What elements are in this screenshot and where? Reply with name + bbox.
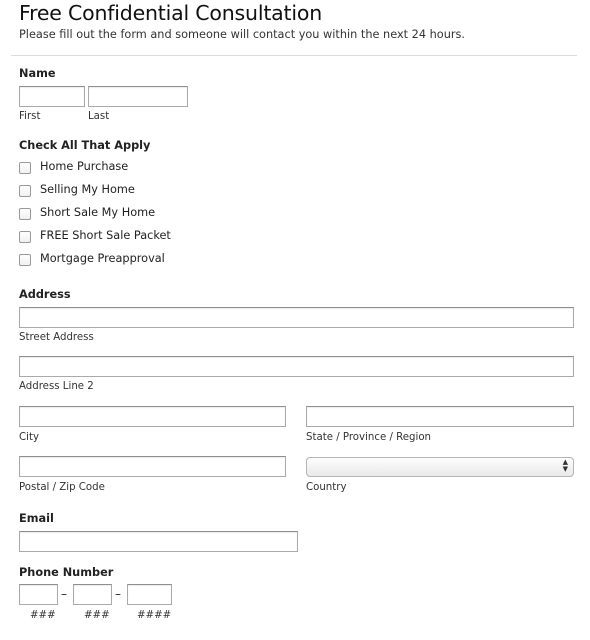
last-name-caption: Last: [88, 111, 110, 122]
city-input[interactable]: [19, 406, 286, 427]
page-title: Free Confidential Consultation: [19, 1, 322, 25]
street-address-input[interactable]: [19, 307, 574, 328]
address-line2-input[interactable]: [19, 356, 574, 377]
phone-area-code-input[interactable]: [19, 584, 58, 605]
name-label: Name: [19, 67, 56, 80]
phone-separator: –: [115, 587, 121, 601]
state-caption: State / Province / Region: [306, 432, 432, 443]
last-name-input[interactable]: [88, 86, 188, 107]
option-label: Selling My Home: [40, 183, 135, 196]
email-input[interactable]: [19, 531, 298, 552]
country-select[interactable]: [306, 457, 574, 477]
state-input[interactable]: [306, 406, 574, 427]
checkbox[interactable]: [19, 208, 31, 220]
option-label: FREE Short Sale Packet: [40, 229, 171, 242]
page-subtitle: Please fill out the form and someone will contact you within the next 24 hours.: [19, 28, 465, 41]
checkbox[interactable]: [19, 254, 31, 266]
zip-caption: Postal / Zip Code: [19, 482, 105, 493]
first-name-input[interactable]: [19, 86, 85, 107]
phone-label: Phone Number: [19, 566, 114, 579]
phone-prefix-caption: ###: [84, 610, 110, 621]
option-label: Short Sale My Home: [40, 206, 156, 219]
phone-area-code-caption: ###: [30, 610, 56, 621]
option-label: Mortgage Preapproval: [40, 252, 165, 265]
phone-separator: –: [61, 587, 67, 601]
check-all-label: Check All That Apply: [19, 139, 151, 152]
country-caption: Country: [306, 482, 347, 493]
email-label: Email: [19, 512, 54, 525]
phone-prefix-input[interactable]: [73, 584, 112, 605]
first-name-caption: First: [19, 111, 41, 122]
checkbox[interactable]: [19, 162, 31, 174]
phone-line-number-input[interactable]: [127, 584, 172, 605]
address-label: Address: [19, 288, 71, 301]
phone-line-number-caption: ####: [137, 610, 172, 621]
header-divider: [11, 55, 577, 56]
option-label: Home Purchase: [40, 160, 129, 173]
zip-input[interactable]: [19, 456, 286, 477]
chevron-up-down-icon: ▲ ▼: [562, 458, 568, 473]
address-line2-caption: Address Line 2: [19, 381, 94, 392]
city-caption: City: [19, 432, 39, 443]
checkbox[interactable]: [19, 185, 31, 197]
street-address-caption: Street Address: [19, 332, 94, 343]
checkbox[interactable]: [19, 231, 31, 243]
